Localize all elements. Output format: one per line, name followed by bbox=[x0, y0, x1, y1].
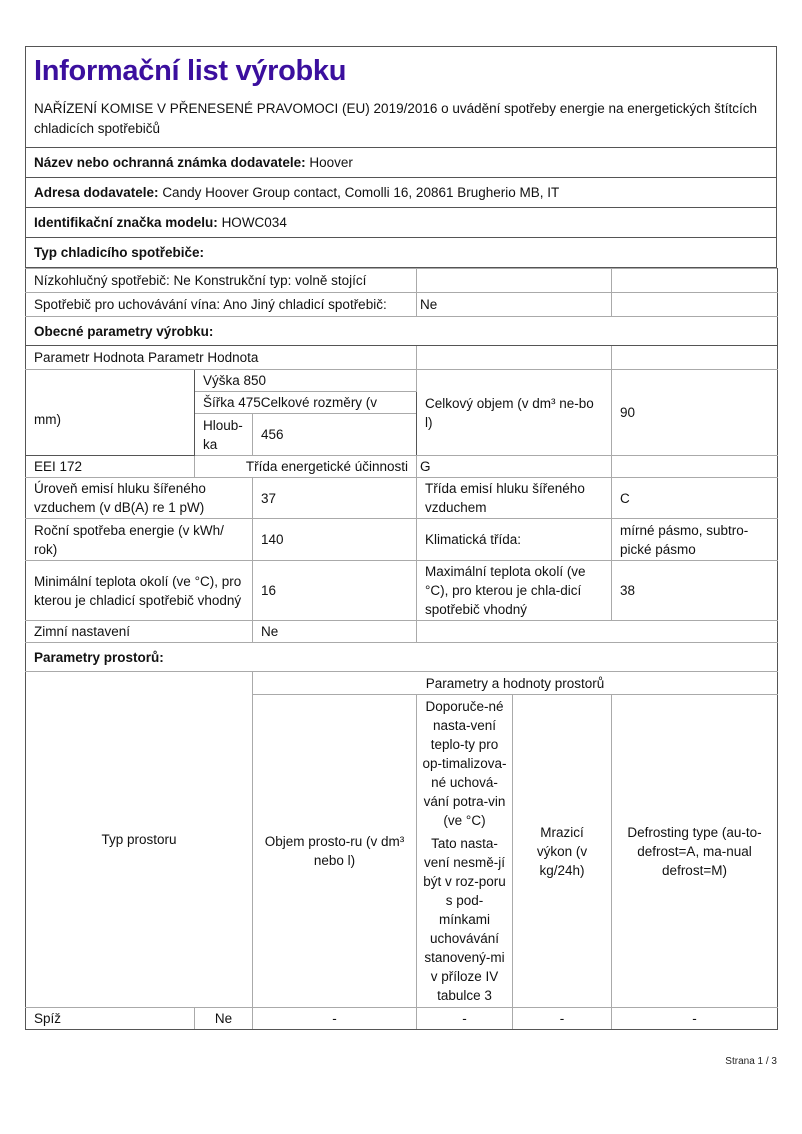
empty-cell bbox=[417, 621, 778, 643]
compartment-freeze-value: - bbox=[513, 1008, 612, 1030]
title-block bbox=[26, 47, 776, 148]
winter-setting-value: Ne bbox=[253, 621, 417, 643]
freezing-capacity-header: Mrazicí výkon (v kg/24h) bbox=[513, 695, 612, 1008]
eei-cell: EEI 172 bbox=[26, 456, 195, 478]
noise-level-value: 37 bbox=[253, 478, 417, 519]
compartment-type-value: Spíž bbox=[26, 1008, 195, 1030]
empty-cell bbox=[417, 269, 612, 293]
compartment-temp-value: - bbox=[417, 1008, 513, 1030]
empty-cell bbox=[612, 269, 778, 293]
recommended-temp-text: Doporuče-né nasta-vení teplo-ty pro op-timalizova-né uchová-vání potra-vin (ve °C) bbox=[422, 699, 507, 828]
compartments-group-header-row bbox=[26, 672, 778, 695]
climate-class-label: Klimatická třída: bbox=[417, 519, 612, 561]
other-appliance-value: Ne bbox=[417, 293, 612, 317]
defrost-type-header: Defrosting type (au-to-defrost=A, ma-nual defrost=M) bbox=[612, 695, 778, 1008]
compartments-heading: Parametry prostorů: bbox=[26, 643, 778, 672]
max-ambient-temp-label: Maximální teplota okolí (ve °C), pro kterou je chla-dicí spotřebič vhodný bbox=[417, 561, 612, 621]
low-noise-construction-cell: Nízkohlučný spotřebič: Ne Konstrukční typ: volně stojící bbox=[26, 269, 417, 293]
compartment-group-header: Parametry a hodnoty prostorů bbox=[253, 672, 778, 695]
param-row-ambient-temp bbox=[26, 561, 778, 621]
page-title: Informační list výrobku bbox=[34, 55, 347, 87]
supplier-address-label: Adresa dodavatele: bbox=[34, 185, 159, 200]
general-params-heading: Obecné parametry výrobku: bbox=[26, 317, 778, 346]
dimensions-unit-tail: mm) bbox=[34, 411, 61, 427]
model-id-row bbox=[26, 208, 776, 238]
noise-class-label: Třída emisí hluku šířeného vzduchem bbox=[417, 478, 612, 519]
regulation-subtitle: NAŘÍZENÍ KOMISE V PŘENESENÉ PRAVOMOCI (EU) 2019/2016 o uvádění spotřeby energie na energetických štítcích chladicích spotřebičů bbox=[34, 101, 758, 136]
supplier-name-label: Název nebo ochranná známka dodavatele: bbox=[34, 155, 306, 170]
compartments-heading-row bbox=[26, 643, 778, 672]
compartment-row bbox=[26, 1008, 778, 1030]
param-row-energy-consumption bbox=[26, 519, 778, 561]
appliance-type-table bbox=[25, 268, 778, 1030]
product-information-sheet bbox=[25, 46, 777, 1030]
climate-class-value: mírné pásmo, subtro-pické pásmo bbox=[612, 519, 778, 561]
compartment-volume-value: - bbox=[253, 1008, 417, 1030]
energy-class-value: G bbox=[417, 456, 612, 478]
document-frame bbox=[25, 46, 777, 268]
dimension-width: Šířka 475Celkové rozměry (v bbox=[195, 392, 417, 414]
compartment-defrost-value: - bbox=[612, 1008, 778, 1030]
empty-cell bbox=[612, 456, 778, 478]
min-ambient-temp-label: Minimální teplota okolí (ve °C), pro kterou je chladicí spotřebič vhodný bbox=[26, 561, 253, 621]
noise-level-label: Úroveň emisí hluku šířeného vzduchem (v dB(A) re 1 pW) bbox=[26, 478, 253, 519]
dimension-depth-label: Hloub-ka bbox=[195, 414, 253, 456]
page-number: Strana 1 / 3 bbox=[725, 1056, 777, 1067]
energy-consumption-value: 140 bbox=[253, 519, 417, 561]
min-ambient-temp-value: 16 bbox=[253, 561, 417, 621]
dimension-height: Výška 850 bbox=[195, 370, 417, 392]
params-header-cell: Parametr Hodnota Parametr Hodnota bbox=[26, 346, 417, 370]
winter-setting-label: Zimní nastavení bbox=[26, 621, 253, 643]
supplier-name-value: Hoover bbox=[309, 155, 353, 170]
energy-class-label: Třída energetické účinnosti bbox=[195, 456, 417, 478]
dimensions-height-row bbox=[26, 370, 778, 392]
dimensions-label-cell bbox=[26, 370, 195, 456]
total-volume-value: 90 bbox=[612, 370, 778, 456]
model-id-label: Identifikační značka modelu: bbox=[34, 215, 218, 230]
energy-consumption-label: Roční spotřeba energie (v kWh/ rok) bbox=[26, 519, 253, 561]
appliance-type-heading: Typ chladicího spotřebiče: bbox=[26, 238, 776, 268]
param-row-noise bbox=[26, 478, 778, 519]
model-id-value: HOWC034 bbox=[221, 215, 287, 230]
supplier-address-value: Candy Hoover Group contact, Comolli 16, 20861 Brugherio MB, IT bbox=[162, 185, 560, 200]
noise-class-value: C bbox=[612, 478, 778, 519]
total-volume-label: Celkový objem (v dm³ ne-bo l) bbox=[417, 370, 612, 456]
supplier-address-row bbox=[26, 178, 776, 208]
general-params-heading-row bbox=[26, 317, 778, 346]
max-ambient-temp-value: 38 bbox=[612, 561, 778, 621]
compartment-present-value: Ne bbox=[195, 1008, 253, 1030]
compartment-type-header: Typ prostoru bbox=[26, 672, 253, 1008]
params-header-row bbox=[26, 346, 778, 370]
compartment-volume-header: Objem prosto-ru (v dm³ nebo l) bbox=[253, 695, 417, 1008]
param-row-winter-setting bbox=[26, 621, 778, 643]
compartment-temp-header bbox=[417, 695, 513, 1008]
wine-storage-cell: Spotřebič pro uchovávání vína: Ano Jiný chladicí spotřebič: bbox=[26, 293, 417, 317]
energy-row bbox=[26, 456, 778, 478]
empty-cell bbox=[612, 346, 778, 370]
dimension-depth-value: 456 bbox=[253, 414, 417, 456]
empty-cell bbox=[612, 293, 778, 317]
supplier-name-row bbox=[26, 148, 776, 178]
empty-cell bbox=[417, 346, 612, 370]
appliance-type-row-2 bbox=[26, 293, 778, 317]
appliance-type-row-1 bbox=[26, 269, 778, 293]
temp-constraint-text: Tato nasta-vení nesmě-jí být v roz-poru s pod-mínkami uchovávání stanovený-mi v příloze IV tabulce 3 bbox=[423, 836, 506, 1003]
